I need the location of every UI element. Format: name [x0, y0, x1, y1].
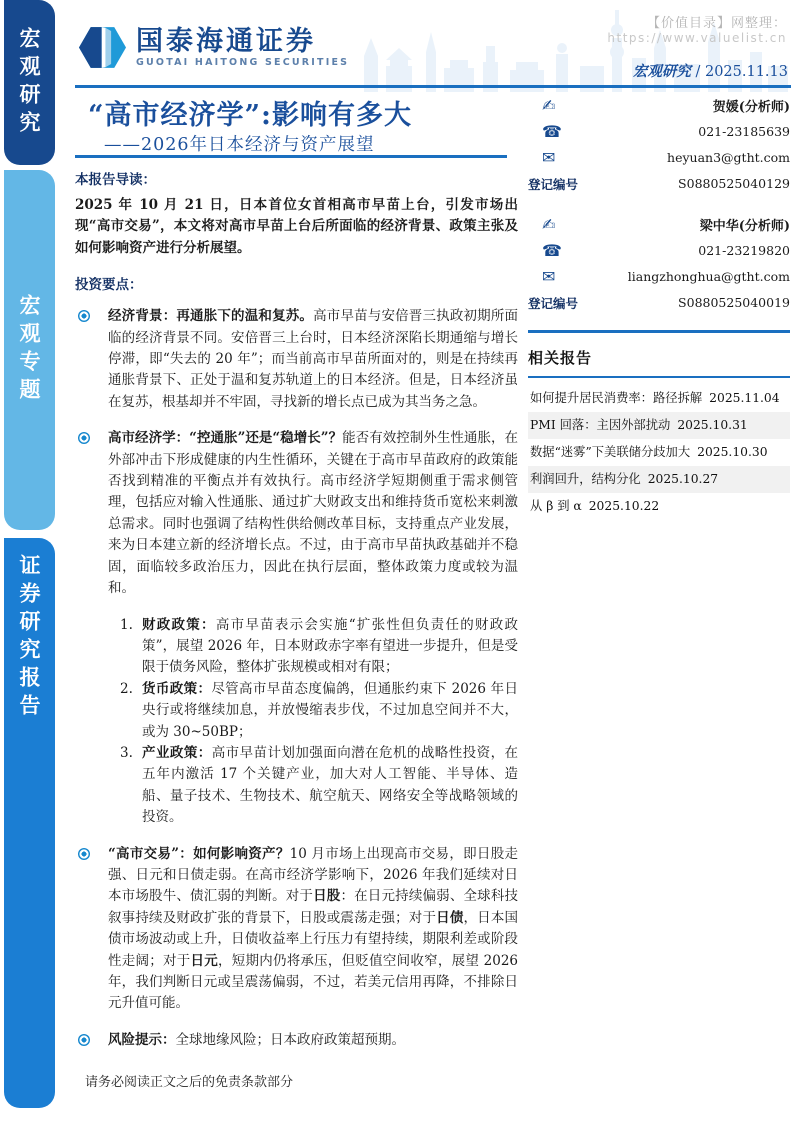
bullet-lead: 风险提示：	[108, 1031, 176, 1048]
watermark-text: 【价值目录】网整理：	[646, 16, 787, 31]
item-lead: 财政政策：	[142, 616, 216, 633]
bullet-text: 高市早苗与安倍晋三执政初期所面临的经济背景不同。安倍晋三上台时，日本经济深陷长期通缩与增长停滞，即“失去的 20 年”；而当前高市早苗所面对的，则是在持续再通胀背景下、正处于温和复苏轨道上的日本经济。但是，日本经济虽在复苏，根基却并不牢固，寻找新的增长点已成为其当务之急。	[108, 308, 519, 410]
report-sidebar-info	[528, 92, 790, 520]
brand-name-en: GUOTAI HAITONG SECURITIES	[136, 56, 350, 68]
list-item-fiscal-policy	[120, 615, 518, 679]
sidebar-tab-macro-topic	[4, 170, 55, 530]
sidebar-tab-label: 宏观研究	[17, 26, 42, 139]
list-item-monetary-policy	[120, 679, 518, 743]
related-report-item	[528, 439, 790, 466]
policy-list	[120, 615, 518, 829]
analyst-card	[528, 92, 790, 196]
item-text: 高市早苗表示会实施“扩张性但负责任的财政政策”，展望 2026 年，日本财政赤字率有望进一步提升，但是受限于债务风险，整体扩张规模或相对有限；	[142, 616, 519, 676]
related-report-date: 2025.10.30	[697, 444, 768, 459]
brand-name-cn: 国泰海通证券	[136, 26, 316, 58]
report-category: 宏观研究	[632, 63, 691, 80]
registration-number: S0880525040019	[678, 294, 790, 310]
item-lead: 产业政策：	[142, 744, 212, 761]
related-report-item	[528, 493, 790, 520]
guide-paragraph: 2025 年 10 月 21 日，日本首位女首相高市早苗上台，引发市场出现“高市交易”，本文将对高市早苗上台后所面临的经济背景、政策主张及如何影响资产进行分析展望。	[75, 197, 518, 256]
analyst-phone: 021-23185639	[698, 123, 790, 139]
sidebar-tab-label: 证券研究报告	[17, 554, 42, 722]
related-reports-heading: 相关报告	[528, 348, 593, 367]
guide-heading: 本报告导读：	[75, 172, 156, 188]
sidebar-tab-label: 宏观专题	[17, 294, 42, 406]
bullet-icon	[78, 848, 90, 860]
sidebar-tab-securities-report	[4, 538, 55, 1108]
key-points-heading: 投资要点：	[75, 277, 143, 294]
disclaimer-note: 请务必阅读正文之后的免责条款部分	[85, 1075, 294, 1090]
bullet-icon	[78, 1034, 90, 1046]
related-report-date: 2025.10.22	[588, 498, 660, 513]
bullet-text: 能否有效控制外生性通胀，在外部冲击下形成健康的内生性循环，关键在于高市早苗政府的政策能否找到精准的平衡点并有效执行。高市经济学短期侧重于需求侧管理，包括应对输入性通胀、通过扩大财政支出和维持货币宽松来刺激总需求。同时也强调了结构性供给侧改革目标，支持重点产业发展，来为日本建立新的经济增长点。不过，由于高市早苗执政基础并不稳固，面临较多政治压力，因此在执行层面，整体政策力度或较为温和。	[108, 430, 519, 597]
bullet-takaichi-trade	[75, 844, 518, 1015]
page-subtitle: ——2026年日本经济与资产展望	[104, 135, 375, 155]
item-number: 2.	[120, 680, 133, 697]
analyst-email: liangzhonghua@gtht.com	[627, 268, 790, 284]
item-number: 1.	[120, 616, 133, 633]
watermark	[607, 12, 787, 45]
registration-label: 登记编号	[528, 176, 579, 192]
bullet-takaichi-economics	[75, 428, 518, 599]
brand-text	[136, 27, 349, 68]
bullet-lead: “高市交易”：如何影响资产？	[108, 845, 290, 862]
mail-icon: ✉	[542, 266, 556, 286]
pen-icon: ✍	[542, 214, 556, 234]
item-text: 尽管高市早苗态度偏鸽，但通胀约束下 2026 年日央行或将继续加息，并放慢缩表步伐，不过加息空间并不大，或为 30~50BP；	[142, 680, 518, 740]
section-divider	[528, 330, 790, 333]
analyst-email: heyuan3@gtht.com	[667, 149, 790, 165]
registration-label: 登记编号	[528, 295, 579, 311]
separator: /	[695, 64, 701, 80]
item-text: 高市早苗计划加强面向潜在危机的战略性投资，在五年内激活 17 个关键产业，加大对人工智能、半导体、造船、量子技术、生物技术、航空航天、网络安全等战略领域的投资。	[142, 744, 519, 826]
item-number: 3.	[120, 744, 133, 761]
bullet-icon	[78, 432, 90, 444]
registration-number: S0880525040129	[678, 175, 790, 191]
bullet-icon	[78, 310, 90, 322]
mail-icon: ✉	[542, 147, 556, 167]
related-report-title: 利润回升，结构分化	[530, 471, 641, 486]
related-reports-divider	[528, 376, 790, 378]
analyst-card	[528, 211, 790, 315]
bullet-lead: 高市经济学：“控通胀”还是“稳增长”？	[108, 430, 343, 447]
related-report-item	[528, 412, 790, 439]
analyst-name: 梁中华(分析师)	[699, 218, 790, 234]
related-report-title: 如何提升居民消费率：路径拆解	[530, 390, 703, 405]
list-item-industrial-policy	[120, 743, 518, 829]
page-title: “高市经济学”:影响有多大	[88, 100, 413, 131]
bullet-economic-background	[75, 306, 518, 413]
bullet-lead: 经济背景：再通胀下的温和复苏。	[108, 308, 314, 325]
related-report-item	[528, 466, 790, 493]
related-report-date: 2025.10.31	[677, 417, 748, 432]
related-report-title: PMI 回落：主因外部扰动	[530, 417, 671, 432]
related-report-item	[528, 385, 790, 412]
phone-icon: ☎	[542, 240, 562, 260]
related-report-title: 从 β 到 α	[530, 498, 582, 513]
bullet-text: 10 月市场上出现高市交易，即日股走强、日元和日债走弱。在高市经济学影响下，2026 年我们延续对日本市场股牛、债汇弱的判断。对于日股：在日元持续偏弱、全球科技叙事持续及财政扩张的背景下，日股或震荡走强；对于日债，日本国债市场波动或上升，日债收益率上行压力有望持续，期限利差或阶段性走阔；对于日元，短期内仍将承压，但贬值空间收窄，展望 2026 年，我们判断日元或呈震荡偏弱，不过，若美元信用再降，不排除日元升值可能。	[108, 845, 519, 1012]
analyst-name: 贺媛(分析师)	[712, 99, 790, 115]
brand-logo-icon	[79, 27, 126, 68]
related-report-date: 2025.11.04	[709, 390, 780, 405]
related-report-date: 2025.10.27	[647, 471, 719, 486]
bullet-risk-warning	[75, 1030, 518, 1051]
title-divider	[75, 155, 507, 158]
report-body	[75, 168, 518, 1051]
analyst-phone: 021-23219820	[698, 242, 790, 258]
phone-icon: ☎	[542, 121, 562, 141]
header-divider	[75, 85, 791, 88]
brand-logo	[79, 27, 349, 68]
related-report-title: 数据“迷雾”下美联储分歧加大	[530, 444, 691, 459]
sidebar-tab-macro-research	[4, 0, 55, 165]
report-category-date	[633, 60, 788, 81]
watermark-url: https://www.valuelist.cn	[607, 31, 787, 45]
item-lead: 货币政策：	[142, 680, 212, 697]
bullet-text: 全球地缘风险；日本政府政策超预期。	[175, 1031, 405, 1048]
pen-icon: ✍	[542, 95, 556, 115]
report-date: 2025.11.13	[704, 64, 788, 80]
